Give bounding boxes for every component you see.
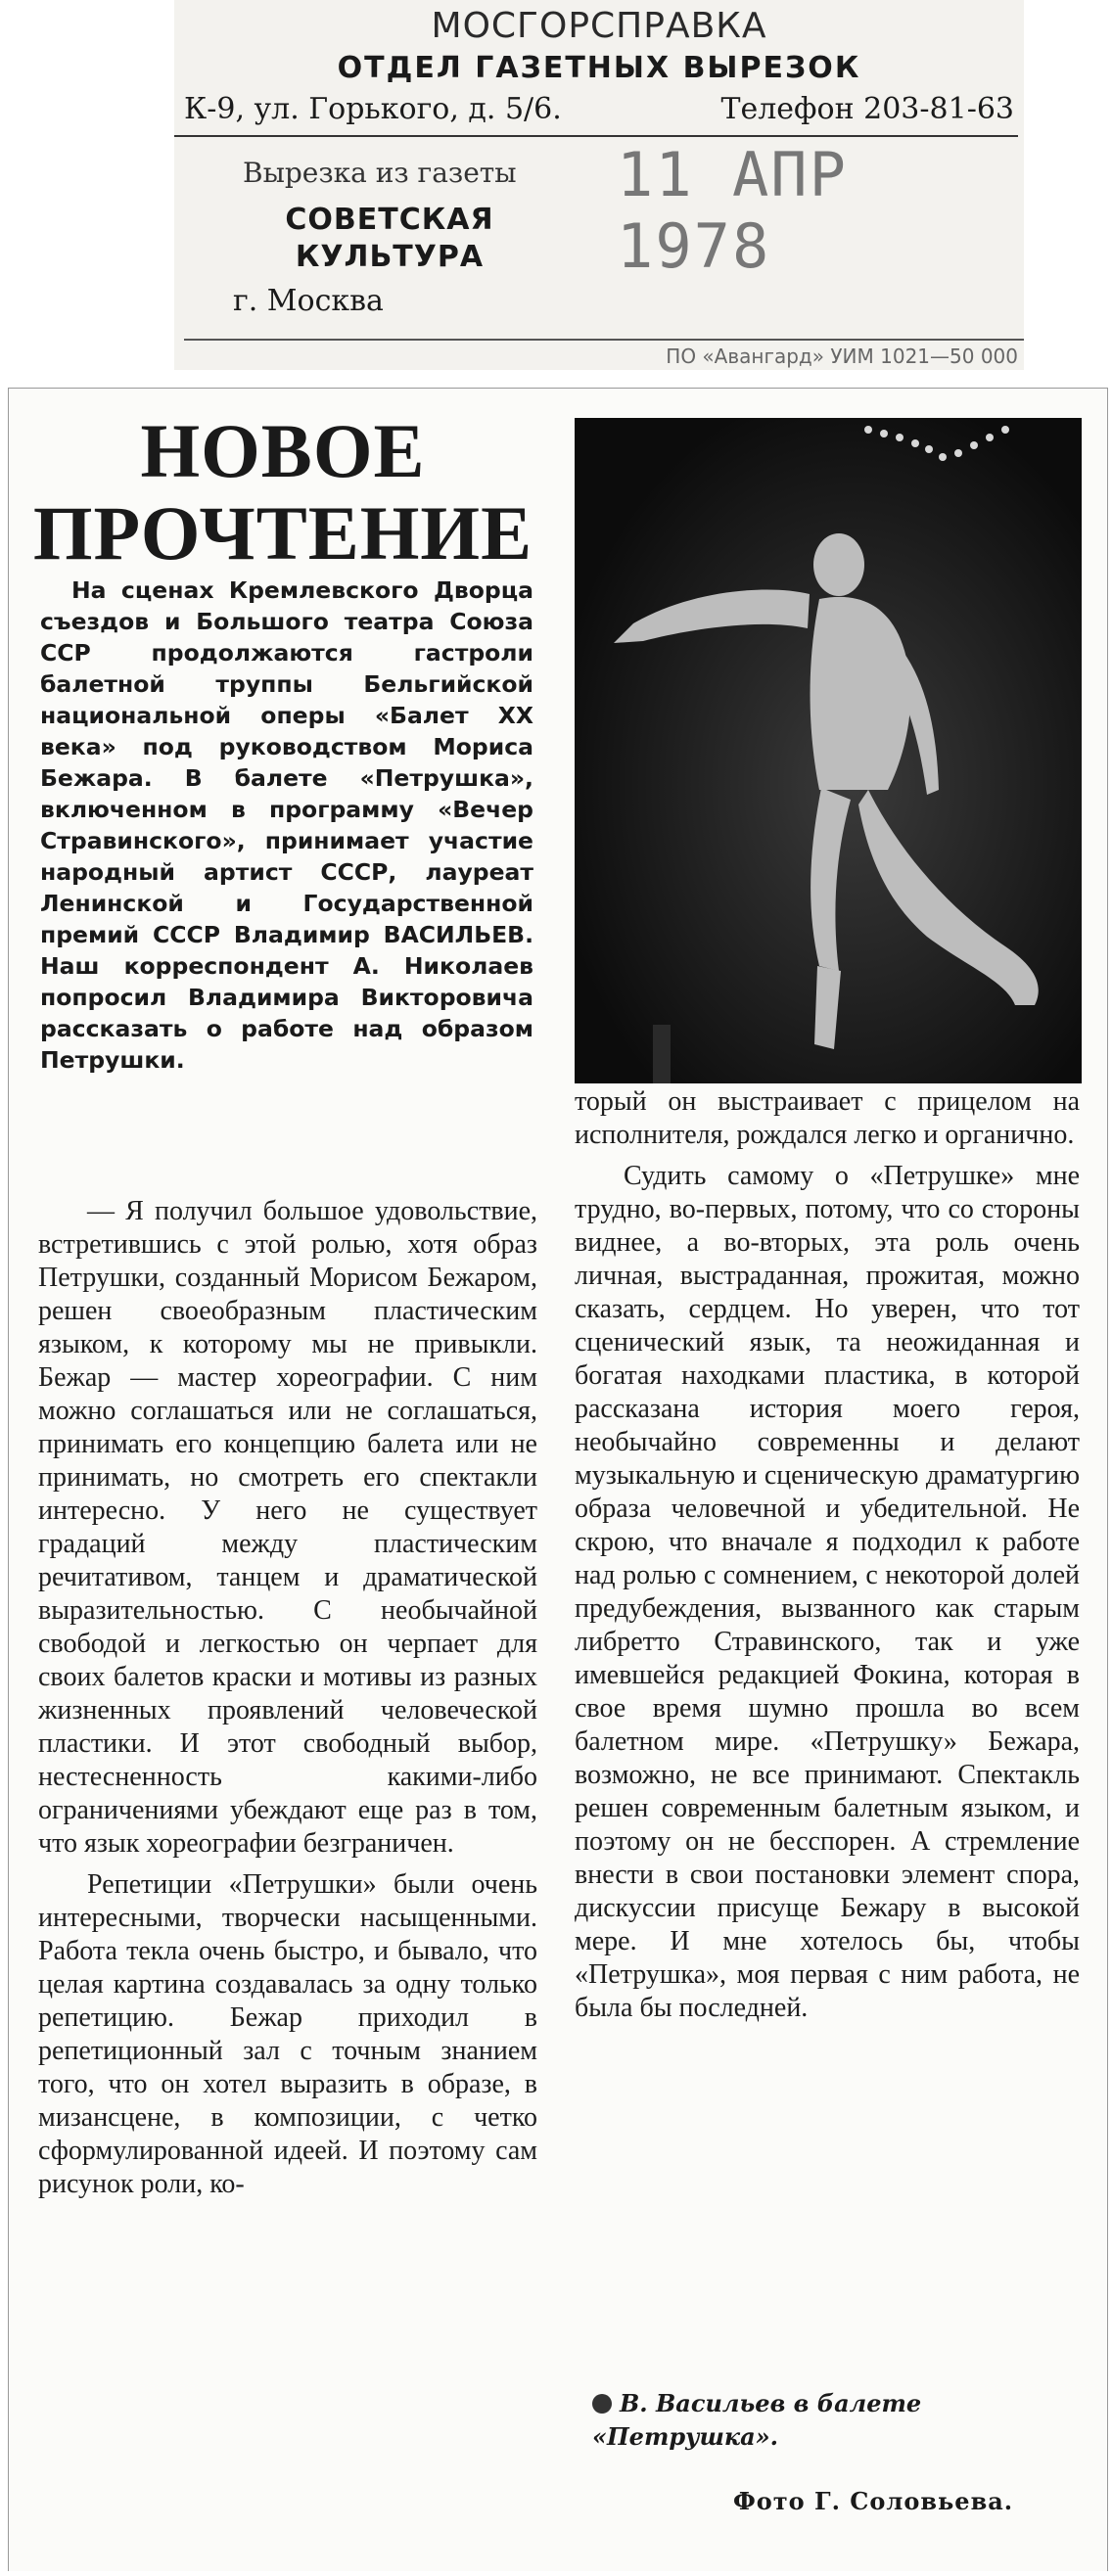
article-paragraph: Судить самому о «Петрушке» мне трудно, во-первых, потому, что со стороны виднее, а во-вторых, эта роль очень личная, выстраданная, прожитая, можно сказать, сердцем. Но уверен, что тот сценический язык, та неожиданная и богатая находками пластика, в которой рассказана история моего героя, необычайно современны и делают музыкальную и сценическую драматургию образа человечной и убедительной. Не скрою, что вначале я подходил к работе над ролью с сомнением, с некоторой долей предубеждения, вызванного как старым либретто Стравинского, так и уже имевшейся редакцией Фокина, которая в свое время шумно прошла во всем балетном мире. «Петрушку» Бежара, возможно, не все принимают. Спектакль решен современным балетным языком, и поэтому он не бесспорен. А стремление внести в свои постановки элемент спора, дискуссии присуще Бежару в высокой мере. И мне хотелось бы, чтобы «Петрушка», моя первая с ним работа, не была бы последней. (575, 1161, 1080, 2023)
service-phone: Телефон 203-81-63 (720, 92, 1014, 126)
newspaper-article (8, 388, 1108, 2571)
date-stamp: 11 АПР 1978 (617, 139, 848, 282)
city-label: г. Москва (233, 284, 384, 318)
photo-credit: Фото Г. Соловьева. (733, 2487, 1014, 2515)
newspaper-name-line1: СОВЕТСКАЯ (285, 203, 494, 237)
printer-imprint: ПО «Авангард» УИМ 1021—50 000 (666, 345, 1018, 368)
slip-bottom-rule (184, 339, 1024, 341)
newspaper-name-line2: КУЛЬТУРА (295, 240, 485, 274)
headline-line2: ПРОЧТЕНИЕ (32, 490, 533, 575)
article-lead: На сценах Кремлевского Дворца съездов и Большого театра Союза ССР продолжаются гастроли балетной труппы Бельгийской национальной оперы «Балет XX века» под руководством Мориса Бежара. В балете «Петрушка», включенном в программу «Вечер Стравинского», принимает участие народный артист СССР, лауреат Ленинской и Государственной премий СССР Владимир ВАСИЛЬЕВ. Наш корреспондент А. Николаев попросил Владимира Викторовича рассказать о работе над образом Петрушки. (40, 576, 533, 1074)
service-address: К-9, ул. Горького, д. 5/6. (184, 92, 562, 126)
article-paragraph: Репетиции «Петрушки» были очень интересными, творчески насыщенными. Работа текла очень быстро, и бывало, что целая картина создавалась за одну только репетицию. Бежар приходил в репетиционный зал с точным знанием того, что он хотел выразить в образе, в мизансцене, в композиции, с четко сформулированной идеей. И поэтому сам рисунок роли, ко- (38, 1869, 537, 2199)
photo-caption-text: В. Васильев в балете «Петрушка». (592, 2389, 922, 2451)
slip-divider (174, 135, 1018, 137)
newspaper-name (272, 202, 507, 276)
article-right-column (575, 1085, 1080, 2033)
dancer-photo (575, 418, 1082, 1083)
bullet-icon (592, 2394, 612, 2414)
article-headline (19, 410, 547, 575)
headline-line1: НОВОЕ (140, 408, 426, 493)
cut-from-label: Вырезка из газеты (243, 157, 517, 189)
department-name: ОТДЕЛ ГАЗЕТНЫХ ВЫРЕЗОК (337, 51, 861, 85)
article-paragraph: — Я получил большое удовольствие, встретившись с этой ролью, хотя образ Петрушки, созданный Морисом Бежаром, решен своеобразным пластическим языком, к которому мы не привыкли. Бежар — мастер хореографии. С ним можно соглашаться или не соглашаться, принимать его концепцию балета или не принимать, но смотреть его спектакли интересно. У него не существует градаций между пластическим речитативом, танцем и драматической выразительностью. С необычайной свободой и легкостью он черпает для своих балетов краски и мотивы из разных жизненных проявлений человеческой пластики. И этот свободный выбор, нестесненность какими-либо ограничениями убеждают еще раз в том, что язык хореографии безграничен. (38, 1196, 537, 1859)
article-left-column (38, 1195, 537, 2209)
photo-caption (592, 2387, 1082, 2454)
service-name: МОСГОРСПРАВКА (431, 6, 767, 46)
clipping-service-slip (174, 0, 1024, 370)
article-paragraph: торый он выстраивает с прицелом на исполнителя, рождался легко и органично. (575, 1086, 1080, 1150)
dancer-photo-image (575, 418, 1082, 1083)
